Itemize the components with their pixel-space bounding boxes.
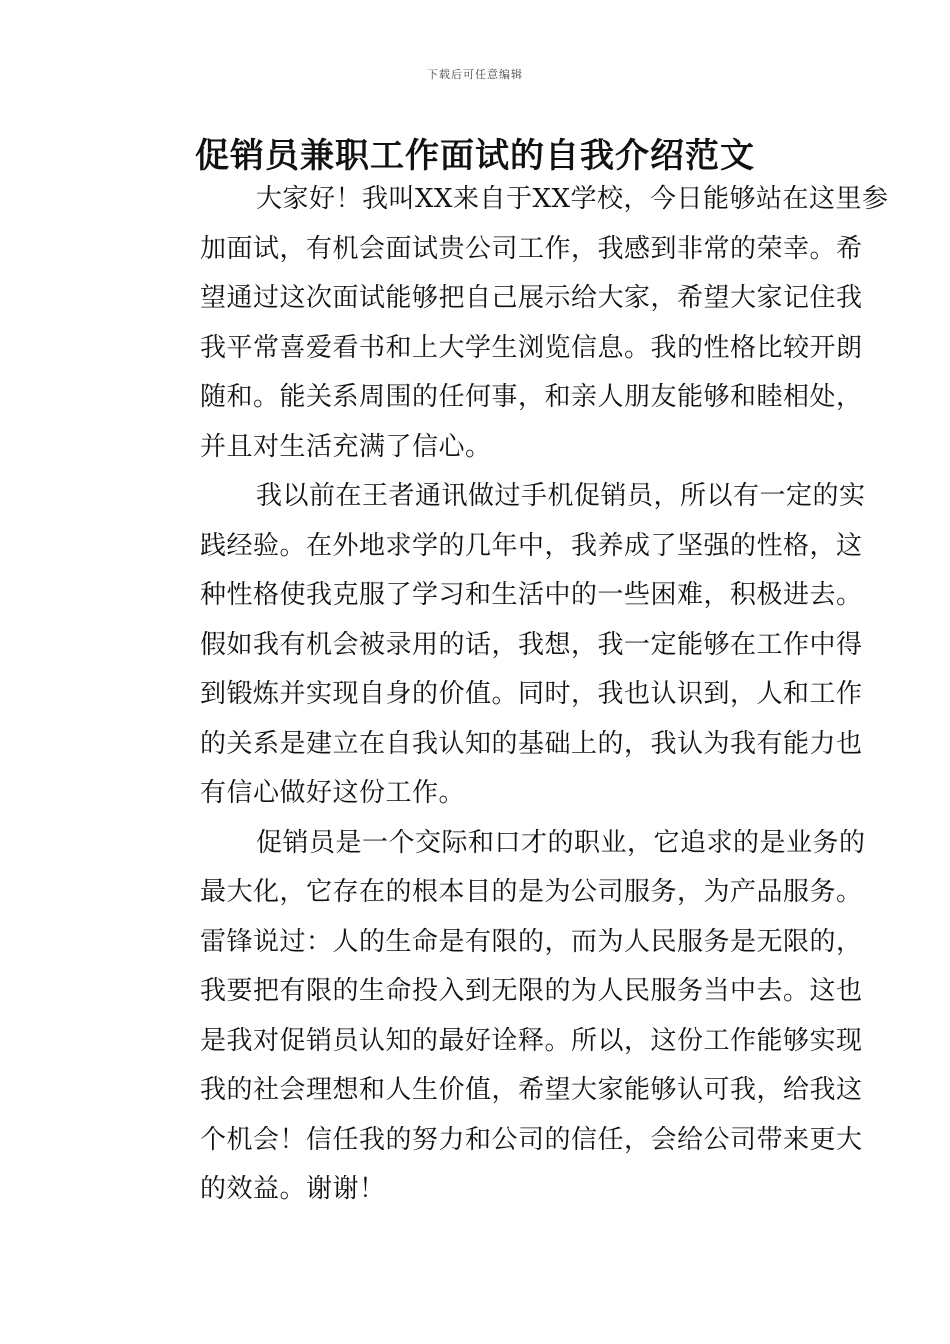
text-line: 我以前在王者通讯做过手机促销员，所以有一定的实 [256, 481, 866, 511]
text-line: 加面试，有机会面试贵公司工作，我感到非常的荣幸。希 [200, 233, 863, 264]
page-title: 促销员兼职工作面试的自我介绍范文 [195, 136, 755, 176]
text-line: 雷锋说过：人的生命是有限的，而为人民服务是无限的， [200, 926, 863, 957]
text-line: 我要把有限的生命投入到无限的为人民服务当中去。这也 [200, 976, 863, 1006]
paragraph-1 [144, 175, 889, 472]
text-line: 有信心做好这份工作。 [200, 778, 466, 808]
text-line: 大家好！我叫XX来自于XX学校，今日能够站在这里参 [256, 184, 889, 214]
text-line: 最大化，它存在的根本目的是为公司服务，为产品服务。 [200, 877, 863, 907]
text-line: 促销员是一个交际和口才的职业，它追求的是业务的 [256, 827, 866, 858]
paragraph-3 [144, 819, 866, 1215]
text-line: 是我对促销员认知的最好诠释。所以，这份工作能够实现 [200, 1025, 863, 1056]
text-line: 我平常喜爱看书和上大学生浏览信息。我的性格比较开朗 [200, 332, 863, 363]
text-line: 个机会！信任我的努力和公司的信任，会给公司带来更大 [200, 1124, 863, 1155]
text-line: 随和。能关系周围的任何事，和亲人朋友能够和睦相处， [200, 382, 863, 412]
header-note: 下载后可任意编辑 [427, 68, 523, 81]
text-line: 望通过这次面试能够把自己展示给大家，希望大家记住我 [200, 283, 863, 313]
text-line: 种性格使我克服了学习和生活中的一些困难，积极进去。 [200, 580, 863, 610]
text-line: 的效益。谢谢！ [200, 1174, 386, 1204]
text-line: 的关系是建立在自我认知的基础上的，我认为我有能力也 [200, 728, 863, 759]
text-line: 并且对生活充满了信心。 [200, 431, 492, 462]
text-line: 践经验。在外地求学的几年中，我养成了坚强的性格，这 [200, 530, 863, 561]
paragraph-2 [144, 472, 866, 819]
text-line: 假如我有机会被录用的话，我想，我一定能够在工作中得 [200, 629, 863, 660]
text-line: 我的社会理想和人生价值，希望大家能够认可我，给我这 [200, 1075, 863, 1105]
document-body [144, 175, 889, 1215]
text-line: 到锻炼并实现自身的价值。同时，我也认识到，人和工作 [200, 679, 863, 709]
